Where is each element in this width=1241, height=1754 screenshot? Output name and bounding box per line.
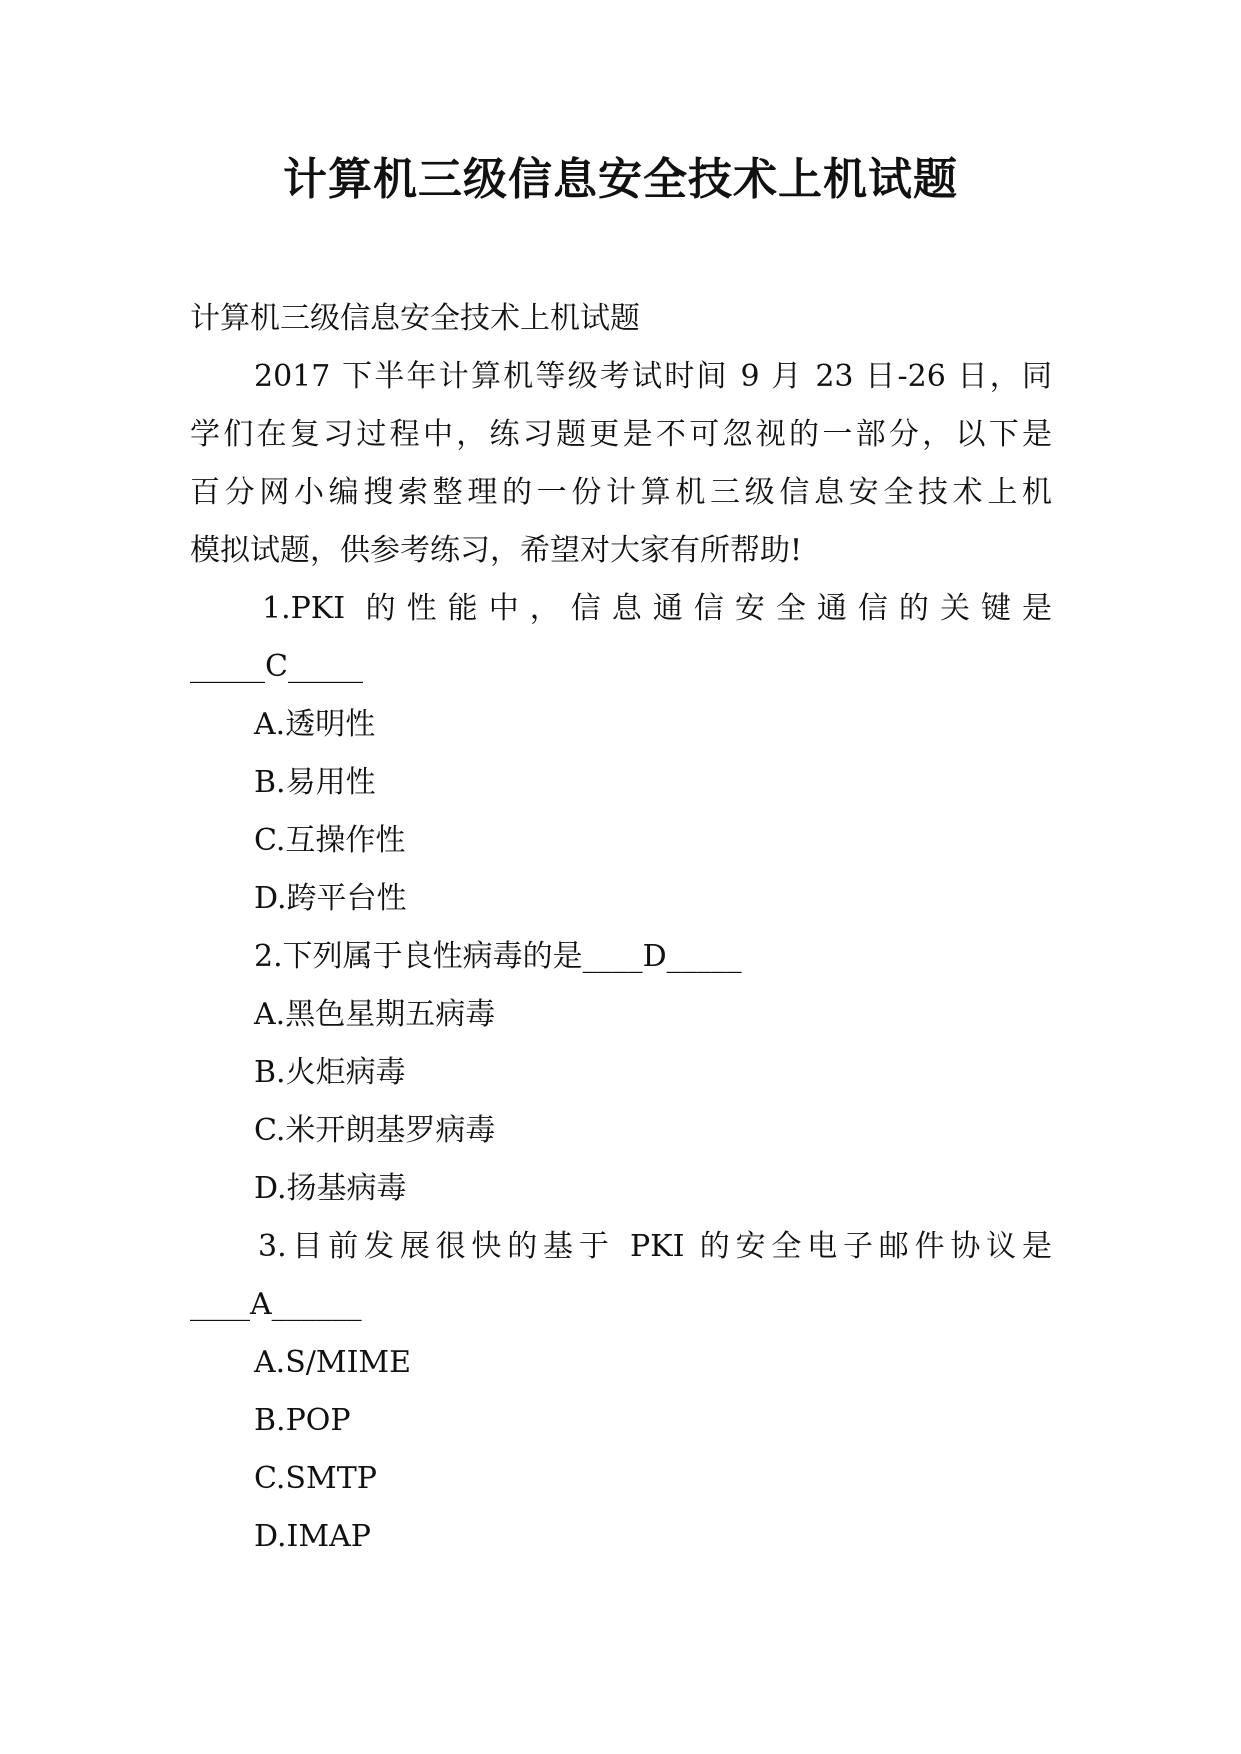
intro-line-1: 2017 下半年计算机等级考试时间 9 月 23 日-26 日，同	[254, 359, 1052, 394]
question-1-stem: 1.PKI 的性能中，信息通信安全通信的关键是	[262, 591, 1052, 626]
question-2-option-c: C.米开朗基罗病毒	[254, 1113, 496, 1148]
intro-line-3: 百分网小编搜索整理的一份计算机三级信息安全技术上机	[190, 475, 1052, 510]
question-3-option-b: B.POP	[254, 1403, 351, 1438]
question-2-option-d: D.扬基病毒	[254, 1171, 407, 1206]
intro-paragraph	[190, 348, 1052, 580]
intro-line-2: 学们在复习过程中，练习题更是不可忽视的一部分，以下是	[190, 417, 1052, 452]
subtitle: 计算机三级信息安全技术上机试题	[190, 301, 640, 336]
document-body	[190, 290, 1052, 1566]
question-2-option-b: B.火炬病毒	[254, 1055, 406, 1090]
document-title: 计算机三级信息安全技术上机试题	[283, 154, 958, 205]
question-3-stem: 3.目前发展很快的基于 PKI 的安全电子邮件协议是	[258, 1229, 1052, 1264]
intro-line-4: 模拟试题，供参考练习，希望对大家有所帮助!	[190, 533, 803, 568]
question-1-answer-blank: _____C_____	[190, 649, 363, 684]
question-2	[190, 928, 1052, 1218]
question-3-option-a: A.S/MIME	[254, 1345, 412, 1380]
question-1-option-a: A.透明性	[254, 707, 376, 742]
question-2-stem: 2.下列属于良性病毒的是____D_____	[254, 939, 742, 974]
question-1-option-c: C.互操作性	[254, 823, 406, 858]
question-1-option-d: D.跨平台性	[254, 881, 407, 916]
question-1-option-b: B.易用性	[254, 765, 376, 800]
question-2-option-a: A.黑色星期五病毒	[254, 997, 496, 1032]
question-3-option-d: D.IMAP	[254, 1519, 371, 1554]
question-3	[190, 1218, 1052, 1566]
question-3-answer-blank: ____A______	[190, 1287, 362, 1322]
question-1	[190, 580, 1052, 928]
question-3-option-c: C.SMTP	[254, 1461, 377, 1496]
